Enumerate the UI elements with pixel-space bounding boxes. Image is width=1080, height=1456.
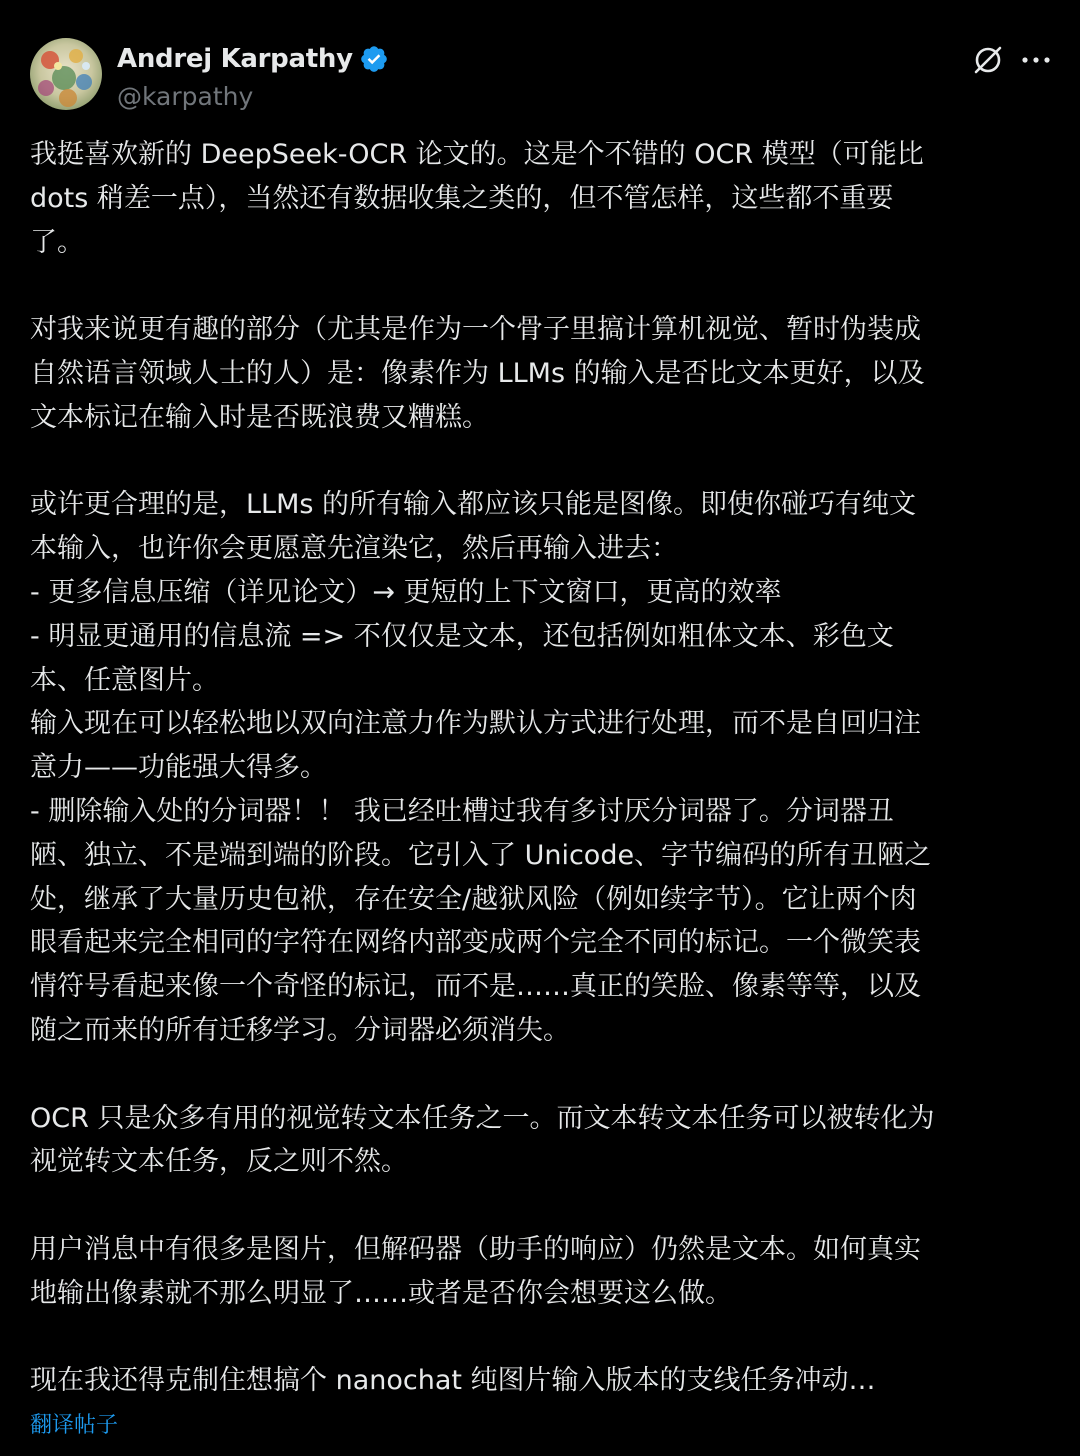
post-text-line: - 删除输入处的分词器！！ 我已经吐槽过我有多讨厌分词器了。分词器丑 bbox=[30, 795, 894, 827]
post-text-line: 或许更合理的是，LLMs 的所有输入都应该只能是图像。即使你碰巧有纯文 bbox=[30, 489, 917, 521]
post-text-line: 处，继承了大量历史包袱，存在安全/越狱风险（例如续字节）。它让两个肉 bbox=[30, 883, 917, 915]
avatar[interactable] bbox=[30, 38, 102, 110]
post-text-line: OCR 只是众多有用的视觉转文本任务之一。而文本转文本任务可以被转化为 bbox=[30, 1102, 935, 1134]
post-text-line: 用户消息中有很多是图片，但解码器（助手的响应）仍然是文本。如何真实 bbox=[30, 1233, 921, 1265]
post-text-line: 地输出像素就不那么明显了……或者是否你会想要这么做。 bbox=[30, 1277, 732, 1309]
post-text-line: 随之而来的所有迁移学习。分词器必须消失。 bbox=[30, 1014, 570, 1046]
post-text-line: 情符号看起来像一个奇怪的标记，而不是……真正的笑脸、像素等等，以及 bbox=[30, 971, 921, 1003]
tweet-text bbox=[30, 133, 1070, 1403]
display-name[interactable]: Andrej Karpathy bbox=[117, 44, 353, 74]
post-text-line: dots 稍差一点），当然还有数据收集之类的，但不管怎样，这些都不重要 bbox=[30, 182, 894, 214]
header-actions bbox=[968, 40, 1056, 80]
paragraph-gap bbox=[30, 1053, 1070, 1097]
verified-badge-icon bbox=[359, 44, 389, 74]
paragraph-gap bbox=[30, 440, 1070, 484]
post-text-line: 眼看起来完全相同的字符在网络内部变成两个完全不同的标记。一个微笑表 bbox=[30, 927, 921, 959]
post-text-line: 本输入，也许你会更愿意先渲染它，然后再输入进去： bbox=[30, 533, 678, 565]
post-text-line: 对我来说更有趣的部分（尤其是作为一个骨子里搞计算机视觉、暂时伪装成 bbox=[30, 314, 921, 346]
paragraph-gap bbox=[30, 264, 1070, 308]
post-text-line: 本、任意图片。 bbox=[30, 664, 219, 696]
author-handle[interactable]: @karpathy bbox=[117, 82, 254, 111]
paragraph-gap bbox=[30, 1316, 1070, 1360]
post-text-line: 文本标记在输入时是否既浪费又糟糕。 bbox=[30, 401, 489, 433]
post-text-line: 陋、独立、不是端到端的阶段。它引入了 Unicode、字节编码的所有丑陋之 bbox=[30, 839, 932, 871]
post-text-line: 输入现在可以轻松地以双向注意力作为默认方式进行处理，而不是自回归注 bbox=[30, 708, 921, 740]
paragraph-gap bbox=[30, 1184, 1070, 1228]
post-text-line: 了。 bbox=[30, 226, 84, 258]
translate-post-link[interactable]: 翻译帖子 bbox=[30, 1413, 119, 1438]
display-name-row bbox=[117, 42, 389, 76]
post-text-line: 意力——功能强大得多。 bbox=[30, 752, 327, 784]
post-text-line: 自然语言领域人士的人）是：像素作为 LLMs 的输入是否比文本更好，以及 bbox=[30, 357, 925, 389]
grok-icon[interactable] bbox=[968, 40, 1008, 80]
post-text-line: - 更多信息压缩（详见论文）→ 更短的上下文窗口，更高的效率 bbox=[30, 576, 782, 608]
post-text-line: 现在我还得克制住想搞个 nanochat 纯图片输入版本的支线任务冲动… bbox=[30, 1365, 876, 1397]
more-icon[interactable] bbox=[1016, 40, 1056, 80]
tweet-header bbox=[30, 38, 1056, 114]
author-info bbox=[117, 42, 389, 111]
avatar-image-icon bbox=[30, 38, 102, 110]
post-text-line: 视觉转文本任务，反之则不然。 bbox=[30, 1146, 408, 1178]
post-text-line: 我挺喜欢新的 DeepSeek-OCR 论文的。这是个不错的 OCR 模型（可能比 bbox=[30, 139, 924, 170]
post-text-line: - 明显更通用的信息流 => 不仅仅是文本，还包括例如粗体文本、彩色文 bbox=[30, 620, 894, 652]
